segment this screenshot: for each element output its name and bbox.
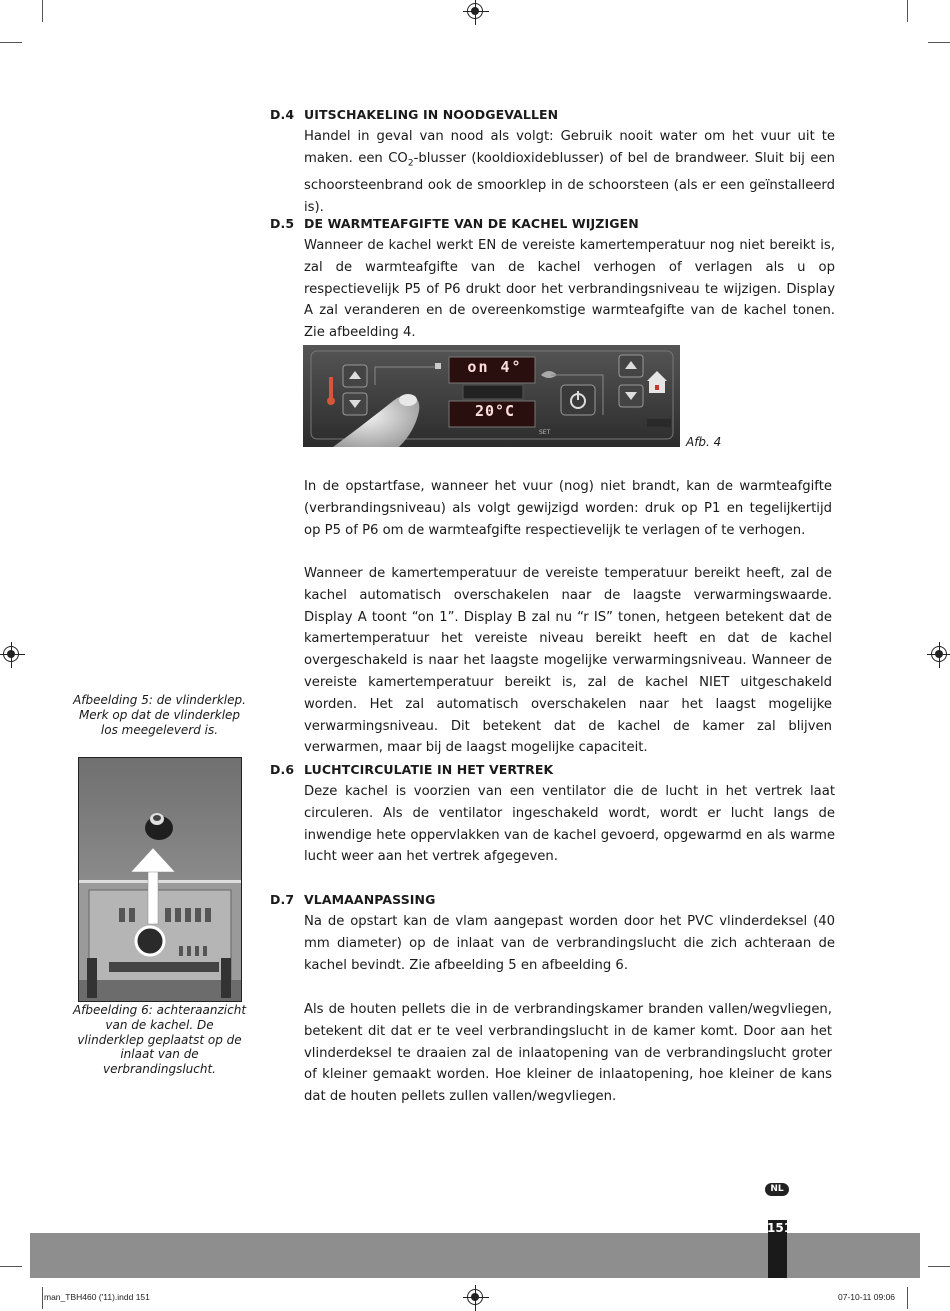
figure-6-caption: Afbeelding 6: achteraanzicht van de kachel. De vlinderklep geplaatst op de inlaat van de verbrandingslucht. — [72, 1003, 247, 1077]
stove-rear-illustration — [79, 758, 241, 1001]
crop-mark — [42, 1287, 43, 1309]
date-slug: 07-10-11 09:06 — [838, 1292, 896, 1302]
display-a-readout: on 4° — [467, 358, 523, 376]
stove-rear-photo — [78, 757, 242, 1002]
section-d6 — [270, 759, 835, 868]
page-number: 151 — [767, 1221, 793, 1235]
section-d4 — [270, 104, 835, 219]
section-text: Wanneer de kachel werkt EN de vereiste kamertemperatuur nog niet bereikt is, zal de warmteafgifte van de kachel verhogen of verlagen als u op respectievelijk P5 of P6 drukt door het verbrandingsniveau te wijzigen. Display A zal veranderen en de overeenkomstige warmteafgifte van de kachel tonen. Zie afbeelding 4. — [304, 238, 835, 341]
crop-mark — [0, 1266, 22, 1267]
registration-mark-icon — [467, 1289, 483, 1305]
section-heading — [270, 213, 835, 235]
pellets-paragraph: Als de houten pellets die in de verbrandingskamer branden vallen/wegvliegen, betekent dit dat er te veel verbrandingslucht in de kamer komt. Door aan het vlinderdeksel te draaien zal de inlaatopening van de verbrandingslucht groter of kleiner gemaakt worden. Hoe kleiner de inlaatopening, hoe kleiner de kans dat de houten pellets zullen vallen/wegvliegen. — [304, 1002, 832, 1105]
section-heading — [270, 759, 835, 781]
crop-mark — [928, 42, 950, 43]
text-span: Handel in geval van nood als volgt: Gebruik nooit water om het vuur uit te maken. een CO — [304, 129, 835, 166]
section-heading — [270, 889, 835, 911]
section-number: D.5 — [270, 216, 295, 231]
temperature-paragraph: Wanneer de kamertemperatuur de vereiste temperatuur bereikt heeft, zal de kachel automatisch overschakelen naar de laagste verwarmingswaarde. Display A toont “on 1”. Display B zal nu “r IS” tonen, hetgeen betekent dat de kamertemperatuur het vereiste niveau bereikt heeft en dat de kachel overgeschakeld is naar het laagste mogelijke verwarmingsniveau. Wanneer de vereiste kamertemperatuur bereikt is, zal de kachel NIET uitgeschakeld worden. Het zal automatisch overschakelen naar het laagst mogelijke verwarmingsniveau. Dit betekent dat de kachel de kamer zal blijven verwarmen, maar bij de laagst mogelijke capaciteit. — [304, 566, 832, 756]
section-title: VLAMAANPASSING — [304, 892, 436, 907]
text-span: -blusser (kooldioxideblusser) of bel de brandweer. Sluit bij een schoorsteenbrand ook de smoorklep in de schoorsteen (als er een geïnstalleerd is). — [304, 150, 835, 216]
section-title: UITSCHAKELING IN NOODGEVALLEN — [304, 107, 559, 122]
crop-mark — [42, 0, 43, 22]
figure-5-caption: Afbeelding 5: de vlinderklep. Merk op dat de vlinderklep los meegeleverd is. — [73, 693, 246, 737]
section-number: D.6 — [270, 762, 295, 777]
crop-mark — [928, 1266, 950, 1267]
control-panel-photo — [303, 345, 680, 447]
display-b-readout: 20°C — [474, 402, 516, 420]
section-d7 — [270, 889, 835, 976]
set-label: SET — [539, 429, 551, 436]
subscript: 2 — [407, 158, 414, 169]
file-slug: man_TBH460 ('11).indd 151 — [44, 1292, 150, 1302]
section-number: D.4 — [270, 107, 295, 122]
crop-mark — [907, 0, 908, 22]
section-title: DE WARMTEAFGIFTE VAN DE KACHEL WIJZIGEN — [304, 216, 639, 231]
section-heading — [270, 104, 835, 126]
language-badge: NL — [765, 1183, 789, 1196]
section-text: Na de opstart kan de vlam aangepast worden door het PVC vlinderdeksel (40 mm diameter) op de inlaat van de verbrandingslucht die zich achteraan de kachel bevindt. Zie afbeelding 5 en afbeelding 6. — [304, 914, 835, 973]
section-text: Deze kachel is voorzien van een ventilator die de lucht in het vertrek laat circuleren. Als de ventilator ingeschakeld wordt, wordt er lucht langs de inwendige hete oppervlakken van de kachel gevoerd, opgewarmd en als warme lucht weer aan het vertrek afgegeven. — [304, 784, 835, 865]
section-text — [304, 126, 835, 219]
section-title: LUCHTCIRCULATIE IN HET VERTREK — [304, 762, 554, 777]
crop-mark — [0, 42, 22, 43]
startup-paragraph: In de opstartfase, wanneer het vuur (nog) niet brandt, kan de warmteafgifte (verbrandingsniveau) als volgt gewijzigd worden: druk op P1 en tegelijkertijd op P5 of P6 om de warmteafgifte respectievelijk te verlagen of te verhogen. — [304, 479, 832, 538]
crop-mark — [907, 1287, 908, 1309]
registration-mark-icon — [467, 3, 483, 19]
registration-mark-icon — [3, 646, 19, 662]
section-number: D.7 — [270, 892, 295, 907]
registration-mark-icon — [931, 646, 947, 662]
section-d5 — [270, 213, 835, 344]
figure-4-caption: Afb. 4 — [686, 435, 722, 449]
